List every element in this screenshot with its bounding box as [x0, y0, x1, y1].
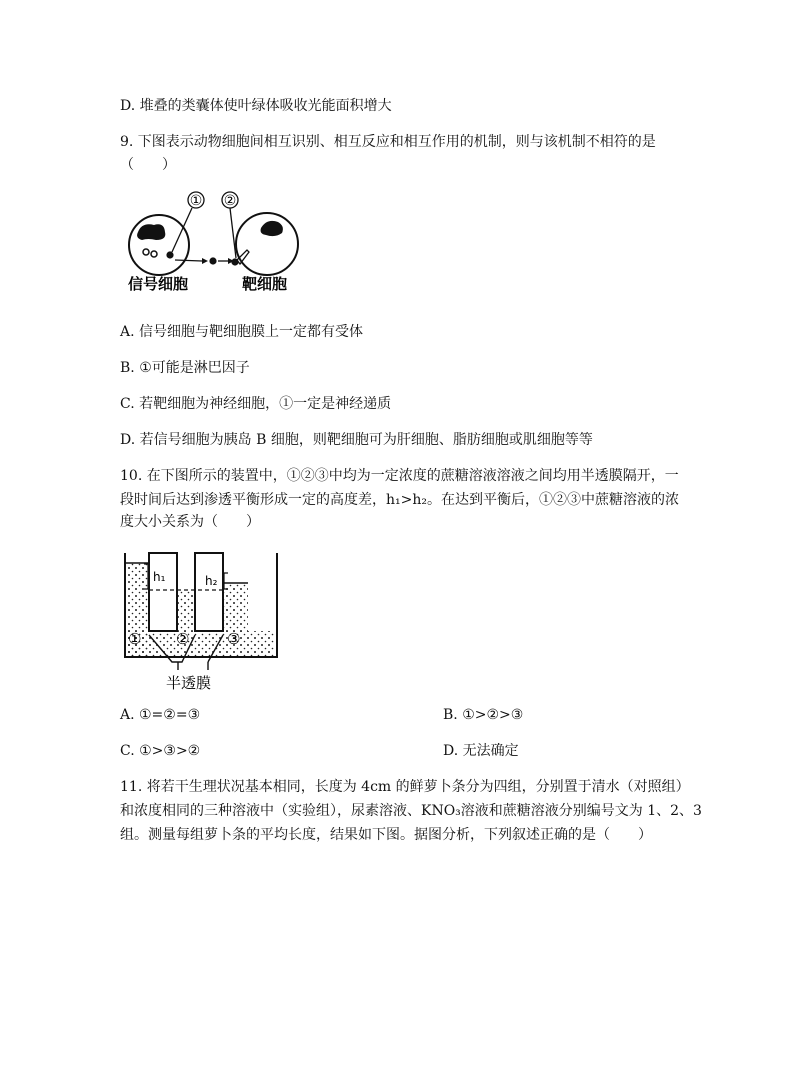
q10-stem-line1: 10. 在下图所示的装置中，①②③中均为一定浓度的蔗糖溶液溶液之间均用半透膜隔开，一	[120, 468, 679, 484]
label-1: ①	[189, 193, 203, 209]
tube-right	[195, 553, 223, 631]
q9-option-d: D. 若信号细胞为胰岛 B 细胞，则靶细胞可为肝细胞、脂肪细胞或肌细胞等等	[120, 432, 593, 448]
compartment-1-label: ①	[128, 630, 142, 648]
compartment-2-label: ②	[176, 630, 190, 648]
q10-option-b: B. ①>②>③	[443, 707, 524, 723]
q11-stem-line2: 和浓度相同的三种溶液中（实验组），尿素溶液、KNO₃溶液和蔗糖溶液分别编号文为 1、2、3	[120, 803, 702, 819]
label-2: ②	[223, 193, 237, 209]
cell-signaling-figure	[120, 188, 310, 298]
target-cell-caption: 靶细胞	[242, 275, 288, 293]
signal-cell-caption: 信号细胞	[128, 275, 189, 293]
q8-option-d: D. 堆叠的类囊体使叶绿体吸收光能面积增大	[120, 98, 392, 114]
q9-stem-line2: （ ）	[120, 157, 176, 173]
q11-stem-line3: 组。测量每组萝卜条的平均长度，结果如下图。据图分析，下列叙述正确的是（ ）	[120, 827, 652, 843]
tube-left	[149, 553, 177, 631]
h1-label: h₁	[153, 570, 166, 584]
q10-stem-line2: 段时间后达到渗透平衡形成一定的高度差，h₁>h₂。在达到平衡后，①②③中蔗糖溶液的浓	[120, 492, 679, 508]
q11-stem-line1: 11. 将若干生理状况基本相同，长度为 4cm 的鲜萝卜条分为四组，分别置于清水（对照组）	[120, 779, 690, 795]
vesicle	[151, 251, 157, 257]
signal-cell-outline	[129, 215, 189, 275]
q9-option-a: A. 信号细胞与靶细胞膜上一定都有受体	[120, 324, 364, 340]
target-cell-nucleus	[261, 221, 283, 236]
solution-3	[223, 583, 248, 633]
q10-option-c: C. ①>③>②	[120, 743, 201, 759]
vesicle	[143, 249, 149, 255]
q9-option-b: B. ①可能是淋巴因子	[120, 360, 250, 376]
released-signal-molecule	[209, 257, 216, 264]
compartment-3-label: ③	[227, 630, 241, 648]
signal-molecule	[166, 251, 173, 258]
q9-stem-line1: 9. 下图表示动物细胞间相互识别、相互反应和相互作用的机制，则与该机制不相符的是	[120, 134, 656, 150]
membrane-label: 半透膜	[166, 674, 212, 692]
q10-option-a: A. ①=②=③	[120, 707, 201, 723]
h2-label: h₂	[205, 574, 218, 588]
signal-cell-nucleus	[137, 224, 165, 240]
q9-option-c: C. 若靶细胞为神经细胞，①一定是神经递质	[120, 396, 392, 412]
q10-stem-line3: 度大小关系为（ ）	[120, 514, 260, 530]
q10-option-d: D. 无法确定	[443, 743, 519, 759]
solution-2	[177, 590, 195, 634]
osmosis-apparatus-figure	[120, 545, 285, 695]
